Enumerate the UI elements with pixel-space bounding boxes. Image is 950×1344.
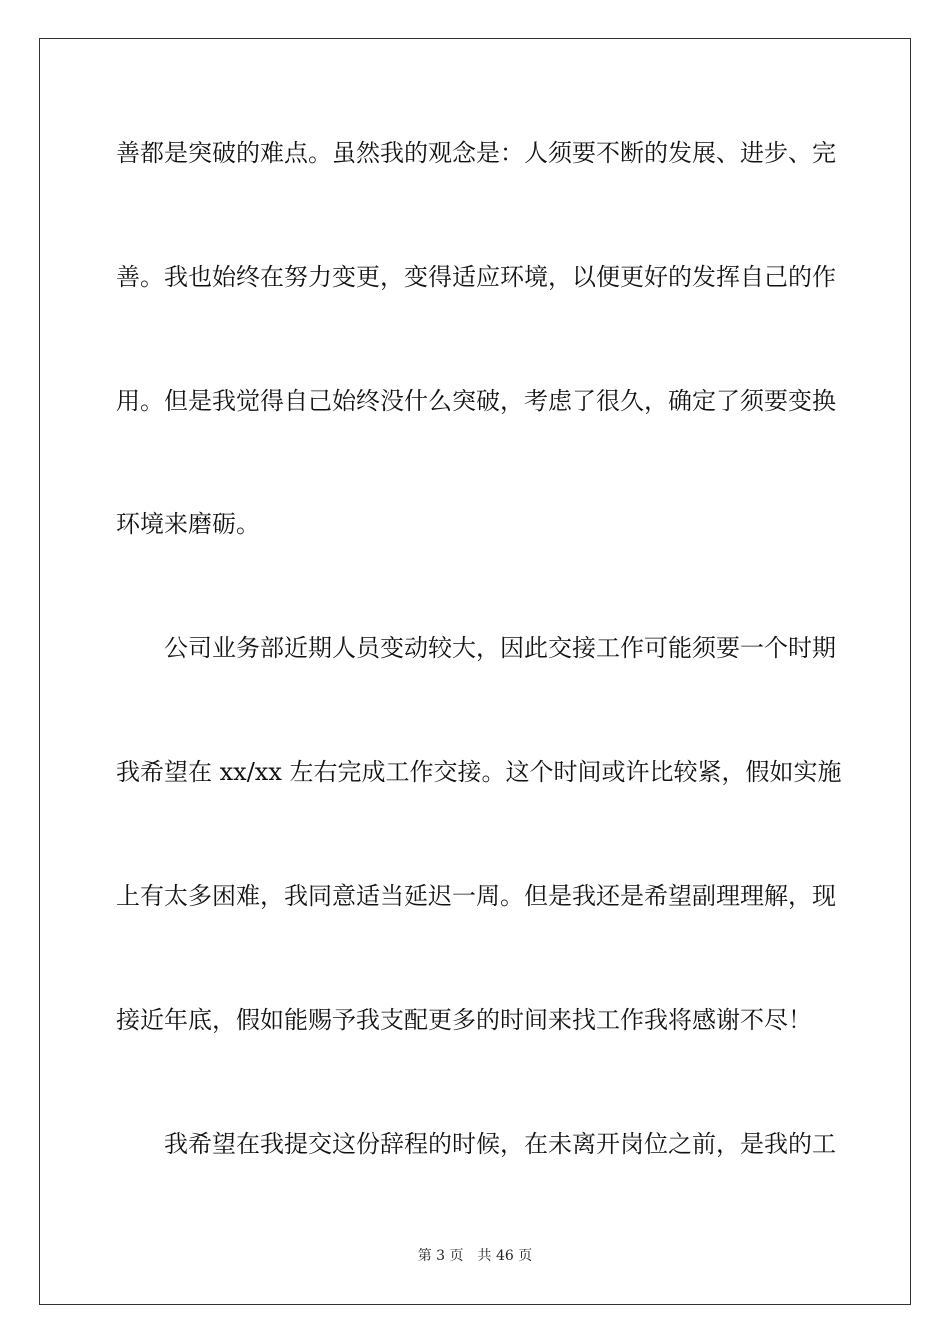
page-border xyxy=(39,38,911,1305)
page-number: 第 3 页 xyxy=(417,1248,464,1264)
page-total: 共 46 页 xyxy=(477,1248,533,1264)
text-line: 我希望在 xx/xx 左右完成工作交接。这个时间或许比较紧，假如实施 xyxy=(116,758,842,786)
text-line: 善。我也始终在努力变更，变得适应环境，以便更好的发挥自己的作 xyxy=(116,263,836,291)
text-line: 接近年底，假如能赐予我支配更多的时间来找工作我将感谢不尽！ xyxy=(116,1006,812,1034)
paragraph-first-line: 我希望在我提交这份辞程的时候，在未离开岗位之前，是我的工 xyxy=(164,1130,836,1158)
text-line: 上有太多困难，我同意适当延迟一周。但是我还是希望副理理解，现 xyxy=(116,882,836,910)
text-line: 环境来磨砺。 xyxy=(116,510,260,538)
page-footer xyxy=(0,1245,950,1265)
text-line: 善都是突破的难点。虽然我的观念是：人须要不断的发展、进步、完 xyxy=(116,139,836,167)
text-line: 用。但是我觉得自己始终没什么突破，考虑了很久，确定了须要变换 xyxy=(116,387,836,415)
paragraph-first-line: 公司业务部近期人员变动较大，因此交接工作可能须要一个时期 xyxy=(164,634,836,662)
